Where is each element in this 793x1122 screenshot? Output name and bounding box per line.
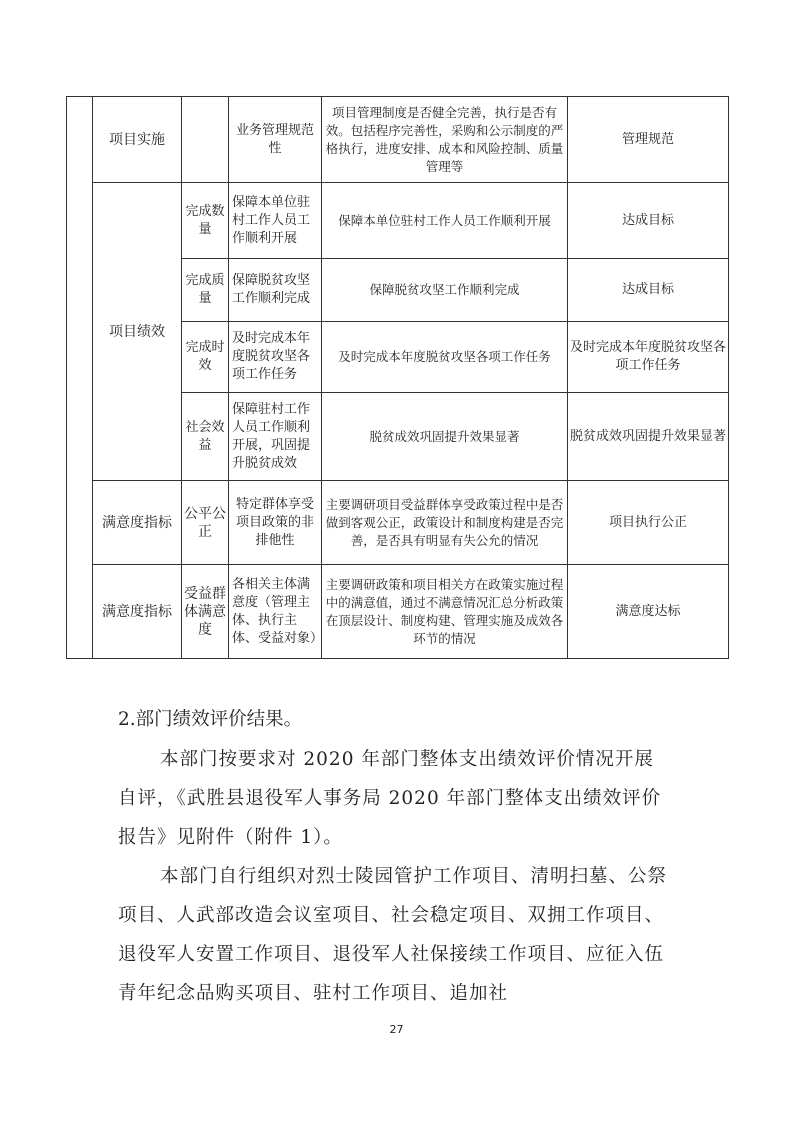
section-heading: 2.部门绩效评价结果。 xyxy=(118,709,303,730)
table-cell: 满意度指标 xyxy=(93,565,182,659)
table-cell: 保障本单位驻村工作人员工作顺利开展 xyxy=(229,183,322,259)
table-cell: 完成数量 xyxy=(182,183,229,259)
table-cell: 保障驻村工作人员工作顺利开展，巩固提升脱贫成效 xyxy=(229,393,322,481)
table-cell: 受益群体满意度 xyxy=(182,565,229,659)
table-cell: 保障脱贫攻坚工作顺利完成 xyxy=(229,259,322,322)
table-cell xyxy=(67,97,93,659)
table-cell: 及时完成本年度脱贫攻坚各项工作任务 xyxy=(322,322,568,393)
body-paragraph: 本部门按要求对 2020 年部门整体支出绩效评价情况开展自评，《武胜县退役军人事务局 2020 年部门整体支出绩效评价报告》见附件（附件 1）。 xyxy=(118,749,662,848)
table-cell: 满意度指标 xyxy=(93,481,182,565)
table-cell: 及时完成本年度脱贫攻坚各项工作任务 xyxy=(229,322,322,393)
performance-table xyxy=(66,96,729,659)
table-cell: 达成目标 xyxy=(568,183,729,259)
table-row xyxy=(67,97,729,183)
table-cell: 项目绩效 xyxy=(93,183,182,481)
table-cell: 脱贫成效巩固提升效果显著 xyxy=(322,393,568,481)
table-cell: 项目实施 xyxy=(93,97,182,183)
table-cell: 项目管理制度是否健全完善，执行是否有效。包括程序完善性，采购和公示制度的严格执行，进度安排、成本和风险控制、质量管理等 xyxy=(322,97,568,183)
table-cell: 保障脱贫攻坚工作顺利完成 xyxy=(322,259,568,322)
table-cell: 项目执行公正 xyxy=(568,481,729,565)
table-row xyxy=(67,481,729,565)
table-cell xyxy=(182,97,229,183)
table-cell: 达成目标 xyxy=(568,259,729,322)
table-cell: 及时完成本年度脱贫攻坚各项工作任务 xyxy=(568,322,729,393)
body-paragraph: 本部门自行组织对烈士陵园管护工作项目、清明扫墓、公祭项目、人武部改造会议室项目、社会稳定项目、双拥工作项目、退役军人安置工作项目、退役军人社保接续工作项目、应征入伍青年纪念品购买项目、驻村工作项目、追加社 xyxy=(118,866,668,1004)
table-cell: 特定群体享受项目政策的非排他性 xyxy=(229,481,322,565)
table-cell: 管理规范 xyxy=(568,97,729,183)
table-cell: 公平公正 xyxy=(182,481,229,565)
table-cell: 业务管理规范性 xyxy=(229,97,322,183)
table-row xyxy=(67,183,729,259)
table-cell: 完成质量 xyxy=(182,259,229,322)
table-cell: 社会效益 xyxy=(182,393,229,481)
table-cell: 脱贫成效巩固提升效果显著 xyxy=(568,393,729,481)
page-number: 27 xyxy=(389,1023,404,1036)
table-cell: 保障本单位驻村工作人员工作顺利开展 xyxy=(322,183,568,259)
table-row xyxy=(67,565,729,659)
table-cell: 主要调研政策和项目相关方在政策实施过程中的满意值，通过不满意情况汇总分析政策在顶层设计、制度构建、管理实施及成效各环节的情况 xyxy=(322,565,568,659)
table-cell: 满意度达标 xyxy=(568,565,729,659)
table-cell: 完成时效 xyxy=(182,322,229,393)
table-cell: 各相关主体满意度（管理主体、执行主体、受益对象） xyxy=(229,565,322,659)
table-cell: 主要调研项目受益群体享受政策过程中是否做到客观公正，政策设计和制度构建是否完善，是否具有明显有失公允的情况 xyxy=(322,481,568,565)
